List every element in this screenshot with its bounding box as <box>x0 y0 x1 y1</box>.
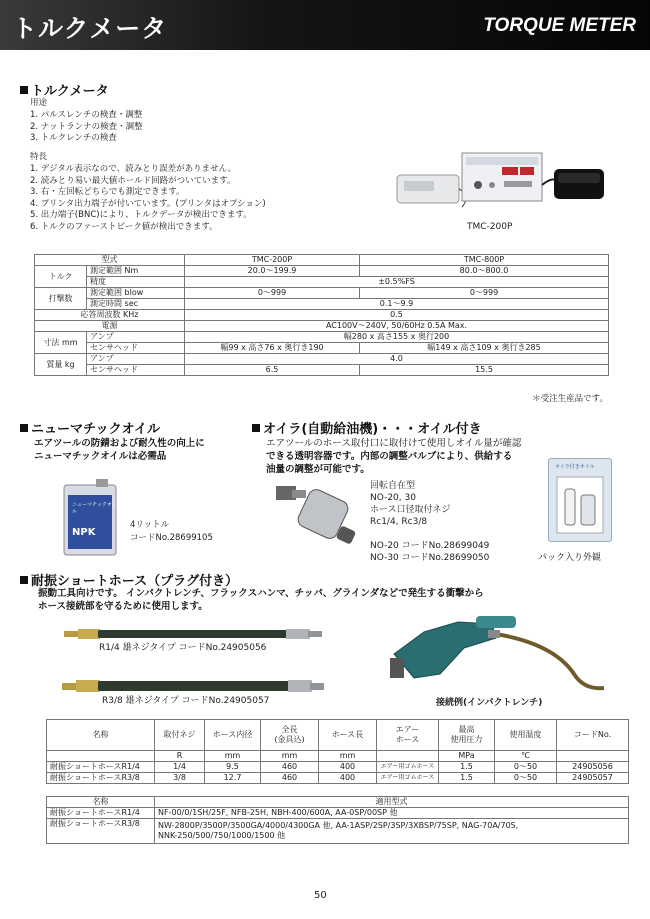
table-cell: TMC-800P <box>360 255 609 266</box>
table-cell: 質量 kg <box>35 354 87 376</box>
table-cell: 1.5 <box>439 762 495 773</box>
table-cell: 寸法 mm <box>35 332 87 354</box>
table-cell: 名称 <box>47 720 155 751</box>
table-cell: 1.5 <box>439 773 495 784</box>
table-cell: エアー ホース <box>377 720 439 751</box>
table-cell: 20.0～199.9 <box>185 266 360 277</box>
table-cell: ホース内径 <box>205 720 261 751</box>
use-heading: 用途 <box>30 98 48 108</box>
hose-r38-caption: R3/8 雄ネジタイプ コードNo.24905057 <box>102 696 270 706</box>
table-cell: コードNo. <box>557 720 629 751</box>
table-row <box>35 310 609 321</box>
table-cell: センサヘッド <box>87 365 185 376</box>
table-cell: 最高 使用圧力 <box>439 720 495 751</box>
table-row <box>35 321 609 332</box>
table-cell: 打撃数 <box>35 288 87 310</box>
table-row <box>35 288 609 299</box>
table-cell: 0～50 <box>495 762 557 773</box>
table-cell: アンプ <box>87 332 185 343</box>
table-cell: 耐振ショートホースR3/8 <box>47 773 155 784</box>
table-row <box>47 797 629 808</box>
oiler-pack-image <box>548 458 612 542</box>
oil-description: エアツールの防錆および耐久性の向上に ニューマチックオイルは必需品 <box>34 438 205 462</box>
table-cell: 9.5 <box>205 762 261 773</box>
list-item: 5. 出力端子(BNC)により、トルクデータが検出できます。 <box>30 210 252 220</box>
oiler-pack-caption: パック入り外観 <box>538 553 602 563</box>
hose-spec-table <box>46 719 629 784</box>
table-cell: 幅99 x 高さ76 x 奥行き190 <box>185 343 360 354</box>
table-row <box>47 751 629 762</box>
oil-volume: 4リットル <box>130 520 170 530</box>
table-cell: 取付ネジ <box>155 720 205 751</box>
hose-r38-image <box>62 677 324 695</box>
table-row <box>47 773 629 784</box>
table-cell: 15.5 <box>360 365 609 376</box>
table-cell: 全長 (金具込) <box>261 720 319 751</box>
table-cell: 耐振ショートホースR3/8 <box>47 819 155 844</box>
table-cell: 名称 <box>47 797 155 808</box>
table-row <box>35 365 609 376</box>
page-number: 50 <box>314 890 327 901</box>
oiler-codes: NO-20 コードNo.28699049 NO-30 コードNo.28699050 <box>370 541 490 563</box>
table-row <box>35 277 609 288</box>
table-cell: 測定時間 sec <box>87 299 185 310</box>
can-brand: NPK <box>72 527 96 538</box>
hose-section-title: 耐振ショートホース（プラグ付き） <box>20 570 238 589</box>
list-item: 1. デジタル表示なので、読みとり誤差がありません。 <box>30 164 237 174</box>
table-cell: エアー用ゴムホース <box>377 762 439 773</box>
table-row <box>35 266 609 277</box>
table-row <box>35 354 609 365</box>
oiler-image <box>272 480 362 552</box>
table-cell: 400 <box>319 773 377 784</box>
table-row <box>47 720 629 751</box>
table-cell: 幅280 x 高さ155 x 奥行200 <box>185 332 609 343</box>
table-row <box>47 808 629 819</box>
table-cell: 適用型式 <box>155 797 629 808</box>
torque-image-caption: TMC-200P <box>467 222 513 232</box>
table-cell: 6.5 <box>185 365 360 376</box>
list-item: 4. プリンタ出力端子が付いています。(プリンタはオプション) <box>30 198 266 209</box>
square-bullet-icon <box>20 86 28 94</box>
can-label: ニューマチックオイル <box>72 502 117 515</box>
table-cell: トルク <box>35 266 87 288</box>
list-item: 6. トルクのファーストピーク値が検出できます。 <box>30 221 218 232</box>
torque-section-title: トルクメータ <box>20 80 109 99</box>
torque-meter-image <box>392 145 610 225</box>
table-cell: 460 <box>261 762 319 773</box>
header-title-jp: トルクメータ <box>12 14 168 43</box>
hose-description: 振動工具向けです。 インパクトレンチ、フラックスハンマ、チッパ、グラインダなどで発生する衝撃から ホース接続部を守るために使用します。 <box>38 588 484 612</box>
header-title-en: TORQUE METER <box>483 15 636 36</box>
hose-r14-image <box>64 626 322 642</box>
table-cell: ℃ <box>495 751 557 762</box>
table-cell: 80.0～800.0 <box>360 266 609 277</box>
table-row <box>35 255 609 266</box>
table-cell: R <box>155 751 205 762</box>
table-cell: 4.0 <box>185 354 609 365</box>
page-header <box>0 0 650 50</box>
table-cell: アンプ <box>87 354 185 365</box>
table-cell: 0～50 <box>495 773 557 784</box>
square-bullet-icon <box>20 576 28 584</box>
table-cell: 0～999 <box>360 288 609 299</box>
table-cell: 24905057 <box>557 773 629 784</box>
square-bullet-icon <box>252 424 260 432</box>
table-row <box>35 343 609 354</box>
list-item: 2. ナットランナの検査・調整 <box>30 121 143 132</box>
spec-table <box>34 254 609 376</box>
square-bullet-icon <box>20 424 28 432</box>
oiler-description: エアツールのホース取付口に取付けて使用しオイル量が確認 できる透明容器です。内部の調整バルブにより、供給する 油量の調整が可能です。 <box>266 438 522 475</box>
table-cell: 測定範囲 blow <box>87 288 185 299</box>
table-cell: mm <box>319 751 377 762</box>
feature-list <box>30 164 266 233</box>
table-cell: mm <box>261 751 319 762</box>
table-row <box>47 762 629 773</box>
table-cell: ±0.5%FS <box>185 277 609 288</box>
table-row <box>47 819 629 844</box>
table-cell <box>557 751 629 762</box>
table-cell: NF-00/0/1SH/25F, NFB-25H, NBH-400/600A, AA-0SP/00SP 他 <box>155 808 629 819</box>
list-item: 3. 右・左回転どちらでも測定できます。 <box>30 187 185 197</box>
table-row <box>35 299 609 310</box>
pack-label: オイラ付きオイル <box>555 464 595 470</box>
table-cell: MPa <box>439 751 495 762</box>
table-cell: 幅149 x 高さ109 x 奥行き285 <box>360 343 609 354</box>
use-list <box>30 110 143 145</box>
table-cell <box>47 751 155 762</box>
table-row <box>35 332 609 343</box>
list-item: 3. トルクレンチの検査 <box>30 133 117 143</box>
impact-wrench-caption: 接続例(インパクトレンチ) <box>436 698 543 708</box>
list-item: 1. パルスレンチの検査・調整 <box>30 110 143 120</box>
table-cell: ホース長 <box>319 720 377 751</box>
table-cell: 0.5 <box>185 310 609 321</box>
oil-code: コードNo.28699105 <box>130 533 213 543</box>
table-cell: 型式 <box>35 255 185 266</box>
table-cell: センサヘッド <box>87 343 185 354</box>
impact-wrench-image <box>384 604 610 696</box>
hose-r14-caption: R1/4 雄ネジタイプ コードNo.24905056 <box>99 643 267 653</box>
table-cell: 400 <box>319 762 377 773</box>
table-cell: 0.1～9.9 <box>185 299 609 310</box>
table-cell: 0～999 <box>185 288 360 299</box>
table-cell: NW-2800P/3500P/3500GA/4000/4300GA 他, AA-1ASP/2SP/3SP/3XBSP/75SP, NAG-70A/70S, NNK-250/500/750/1000/1500 他 <box>155 819 629 844</box>
table-cell: 1/4 <box>155 762 205 773</box>
table-cell: 応答周波数 KHz <box>35 310 185 321</box>
table-cell: 精度 <box>87 277 185 288</box>
table-cell: mm <box>205 751 261 762</box>
oil-section-title: ニューマチックオイル <box>20 418 160 437</box>
table-cell: TMC-200P <box>185 255 360 266</box>
oiler-section-title: オイラ(自動給油機)・・・オイル付き <box>252 418 482 437</box>
table-cell: 3/8 <box>155 773 205 784</box>
oil-can-image <box>60 477 120 557</box>
table-cell: 耐振ショートホースR1/4 <box>47 762 155 773</box>
table-cell: 460 <box>261 773 319 784</box>
table-cell: 電源 <box>35 321 185 332</box>
feature-heading: 特長 <box>30 152 48 162</box>
table-cell: 測定範囲 Nm <box>87 266 185 277</box>
hose-apply-table <box>46 796 629 844</box>
table-cell: AC100V～240V, 50/60Hz 0.5A Max. <box>185 321 609 332</box>
table-cell: 使用温度 <box>495 720 557 751</box>
oiler-spec: 回転自在型 NO-20, 30 ホース口径取付ネジ Rc1/4, Rc3/8 <box>370 481 451 527</box>
table-cell: エアー用ゴムホース <box>377 773 439 784</box>
table-cell: 12.7 <box>205 773 261 784</box>
table-cell <box>377 751 439 762</box>
table-cell: 耐振ショートホースR1/4 <box>47 808 155 819</box>
table-cell: 24905056 <box>557 762 629 773</box>
order-note: ＊受注生産品です。 <box>532 394 608 404</box>
list-item: 2. 読みとり易い最大値ホールド回路がついています。 <box>30 175 236 186</box>
